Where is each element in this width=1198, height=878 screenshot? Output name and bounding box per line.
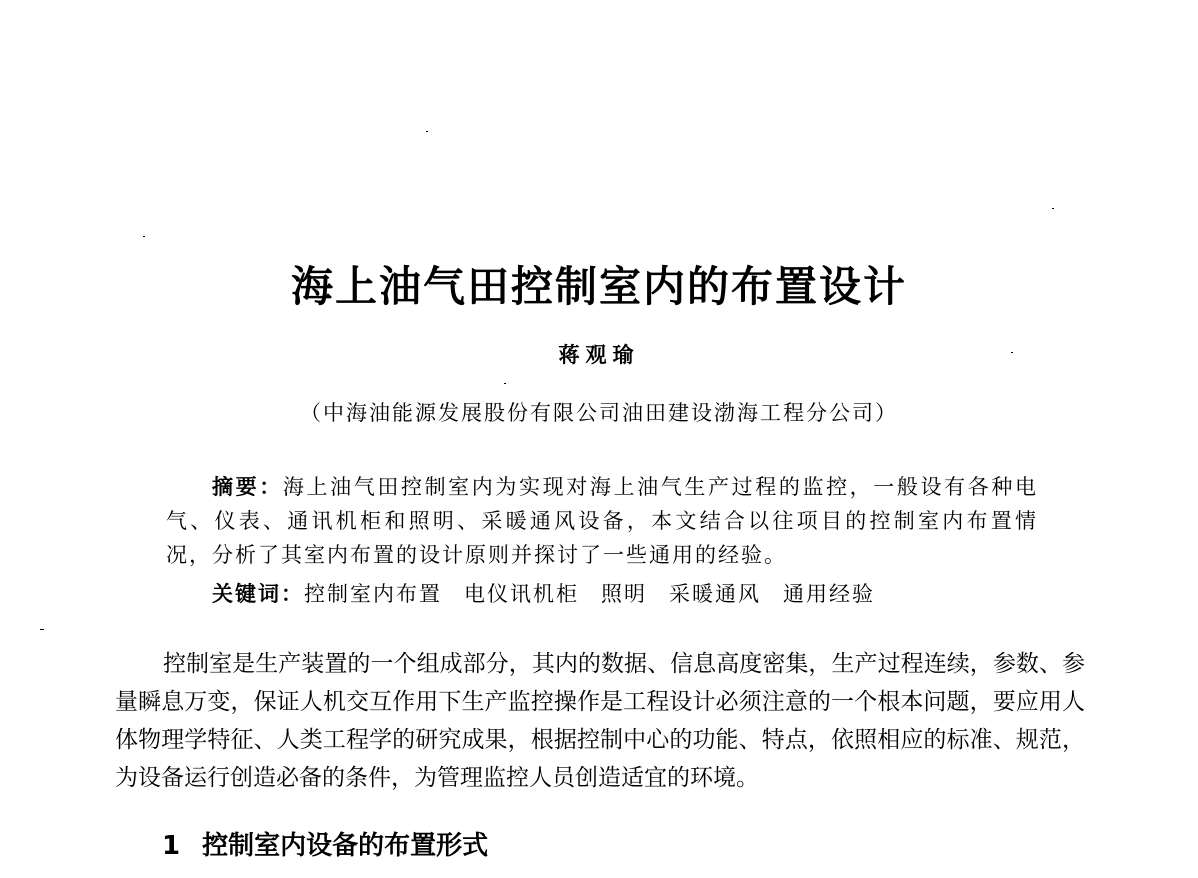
abstract-text: 海上油气田控制室内为实现对海上油气生产过程的监控，一般设有各种电气、仪表、通讯机柜和照明、采暖通风设备，本文结合以往项目的控制室内布置情况，分析了其室内布置的设计原则并探讨了一些通用的经验。 — [166, 475, 1039, 567]
author-affiliation: （中海油能源发展股份有限公司油田建设渤海工程分公司） — [300, 401, 898, 425]
section-number: 1 — [162, 831, 181, 861]
keyword-item: 采暖通风 — [669, 582, 761, 606]
scan-speck — [426, 131, 428, 132]
keyword-item: 通用经验 — [783, 582, 875, 606]
paper-title: 海上油气田控制室内的布置设计 — [290, 262, 907, 311]
keywords-label: 关键词： — [212, 582, 304, 606]
keyword-item: 电仪讯机柜 — [464, 582, 579, 606]
keyword-item: 照明 — [601, 582, 647, 606]
section-heading — [162, 826, 488, 866]
scan-speck — [143, 236, 145, 237]
scan-speck — [40, 629, 44, 630]
keyword-item: 控制室内布置 — [304, 582, 442, 606]
intro-paragraph: 控制室是生产装置的一个组成部分，其内的数据、信息高度密集，生产过程连续，参数、参量瞬息万变，保证人机交互作用下生产监控操作是工程设计必须注意的一个根本问题，要应用人体物理学特征、人类工程学的研究成果，根据控制中心的功能、特点，依照相应的标准、规范，为设备运行创造必备的条件，为管理监控人员创造适宜的环境。 — [115, 651, 1085, 791]
author-name: 蒋观瑜 — [558, 342, 640, 367]
section-title: 控制室内设备的布置形式 — [202, 831, 489, 861]
scan-speck — [1011, 352, 1013, 353]
scan-speck — [504, 383, 506, 384]
keywords-line — [212, 577, 1052, 611]
abstract-label: 摘要： — [212, 475, 283, 499]
abstract-block — [166, 470, 1038, 572]
scan-speck — [1052, 208, 1054, 209]
